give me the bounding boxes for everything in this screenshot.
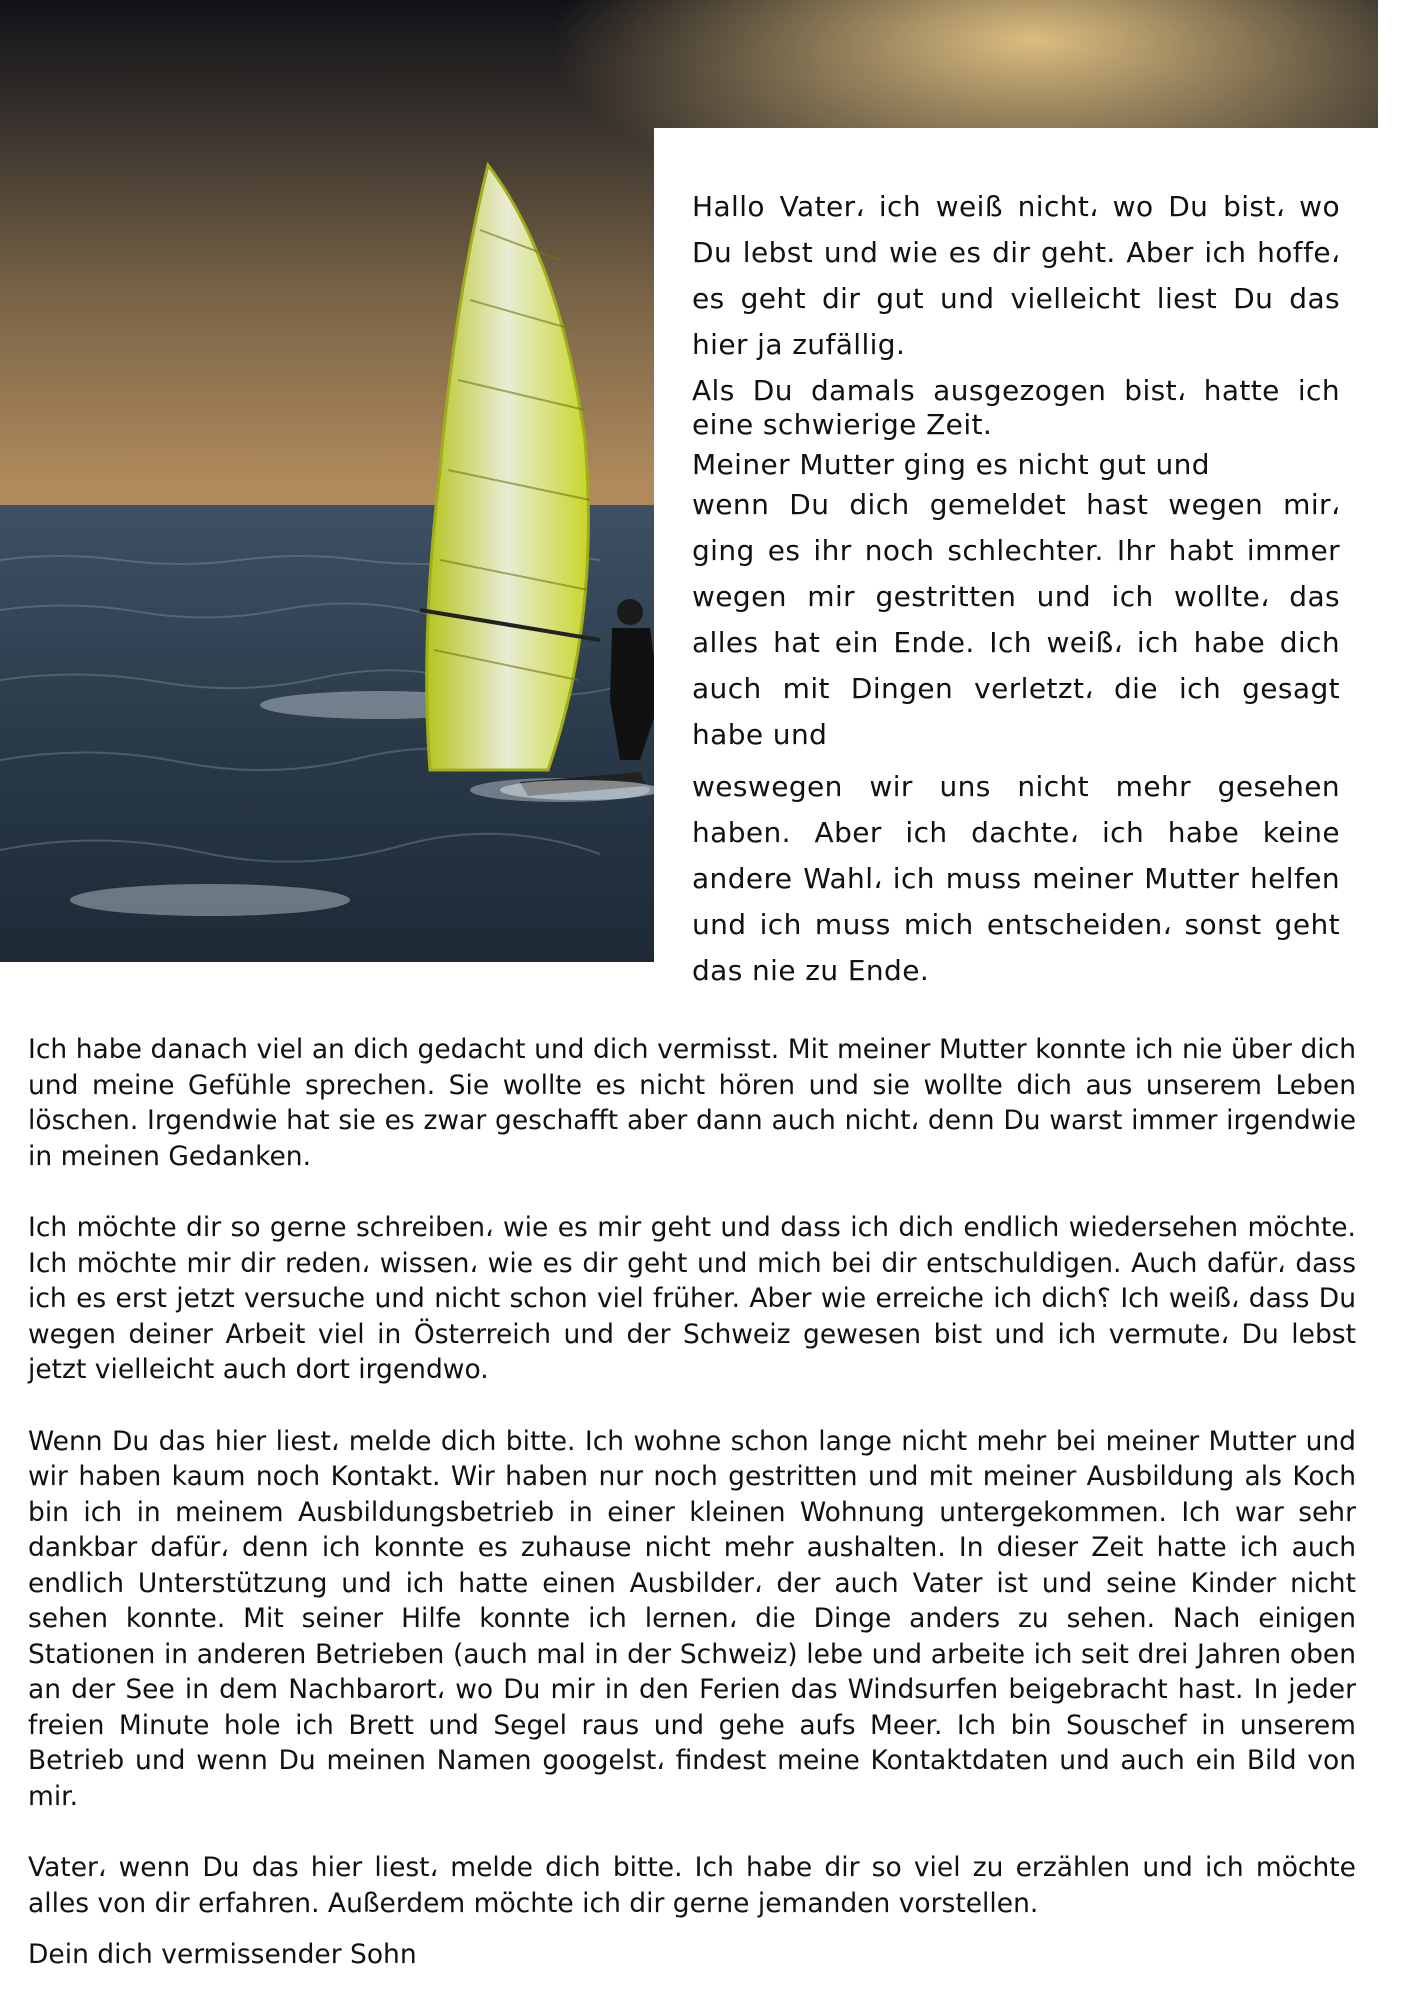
box-paragraph: Meiner Mutter ging es nicht gut und xyxy=(692,448,1210,481)
box-paragraph: Als Du damals ausgezogen bist، hatte ich eine schwierige Zeit. xyxy=(692,374,1340,441)
body-paragraph: Ich habe danach viel an dich gedacht und dich vermisst. Mit meiner Mutter konnte ich nie über dich und meine Gefühle sprechen. Sie wollte es nicht hören und sie wollte dich aus unserem Leben löschen. Irgendwie hat sie es zwar geschafft aber dann auch nicht، denn Du warst immer irgendwie in meinen Gedanken. xyxy=(28,1034,1356,1172)
box-paragraph: Hallo Vater، ich weiß nicht، wo Du bist، wo Du lebst und wie es dir geht. Aber ich hoffe، es geht dir gut und vielleicht liest Du das hier ja zufällig. xyxy=(692,190,1340,361)
letter-body xyxy=(28,1032,1356,1973)
body-paragraph: Ich möchte dir so gerne schreiben، wie es mir geht und dass ich dich endlich wiedersehen möchte. Ich möchte mir dir reden، wissen، wie es dir geht und mich bei dir entschuldigen. Auch dafür، dass ich es erst jetzt versuche und nicht schon viel früher. Aber wie erreiche ich dich؟ Ich weiß، dass Du wegen deiner Arbeit viel in Österreich und der Schweiz gewesen bist und ich vermute، Du lebst jetzt vielleicht auch dort irgendwo. xyxy=(28,1212,1356,1385)
letter-box-text xyxy=(692,184,1340,1000)
body-paragraph: Vater، wenn Du das hier liest، melde dich bitte. Ich habe dir so viel zu erzählen und ich möchte alles von dir erfahren. Außerdem möchte ich dir gerne jemanden vorstellen. xyxy=(28,1852,1356,1919)
box-paragraph: wenn Du dich gemeldet hast wegen mir، ging es ihr noch schlechter. Ihr habt immer wegen mir gestritten und ich wollte، das alles hat ein Ende. Ich weiß، ich habe dich auch mit Dingen verletzt، die ich gesagt habe und xyxy=(692,488,1340,751)
body-paragraph: Wenn Du das hier liest، melde dich bitte. Ich wohne schon lange nicht mehr bei meiner Mutter und wir haben kaum noch Kontakt. Wir haben nur noch gestritten und mit meiner Ausbildung als Koch bin ich in meinem Ausbildungsbetrieb in einer kleinen Wohnung untergekommen. Ich war sehr dankbar dafür، denn ich konnte es zuhause nicht mehr aushalten. In dieser Zeit hatte ich auch endlich Unterstützung und ich hatte einen Ausbilder، der auch Vater ist und seine Kinder nicht sehen konnte. Mit seiner Hilfe konnte ich lernen، die Dinge anders zu sehen. Nach einigen Stationen in anderen Betrieben (auch mal in der Schweiz) lebe und arbeite ich seit drei Jahren oben an der See in dem Nachbarort، wo Du mir in den Ferien das Windsurfen beigebracht hast. In jeder freien Minute hole ich Brett und Segel raus und gehe aufs Meer. Ich bin Souschef in unserem Betrieb und wenn Du meinen Namen googelst، findest meine Kontaktdaten und auch ein Bild von mir. xyxy=(28,1425,1356,1812)
box-paragraph: weswegen wir uns nicht mehr gesehen haben. Aber ich dachte، ich habe keine andere Wahl، ich muss meiner Mutter helfen und ich muss mich entscheiden، sonst geht das nie zu Ende. xyxy=(692,770,1340,987)
signature: Dein dich vermissender Sohn xyxy=(28,1939,417,1970)
